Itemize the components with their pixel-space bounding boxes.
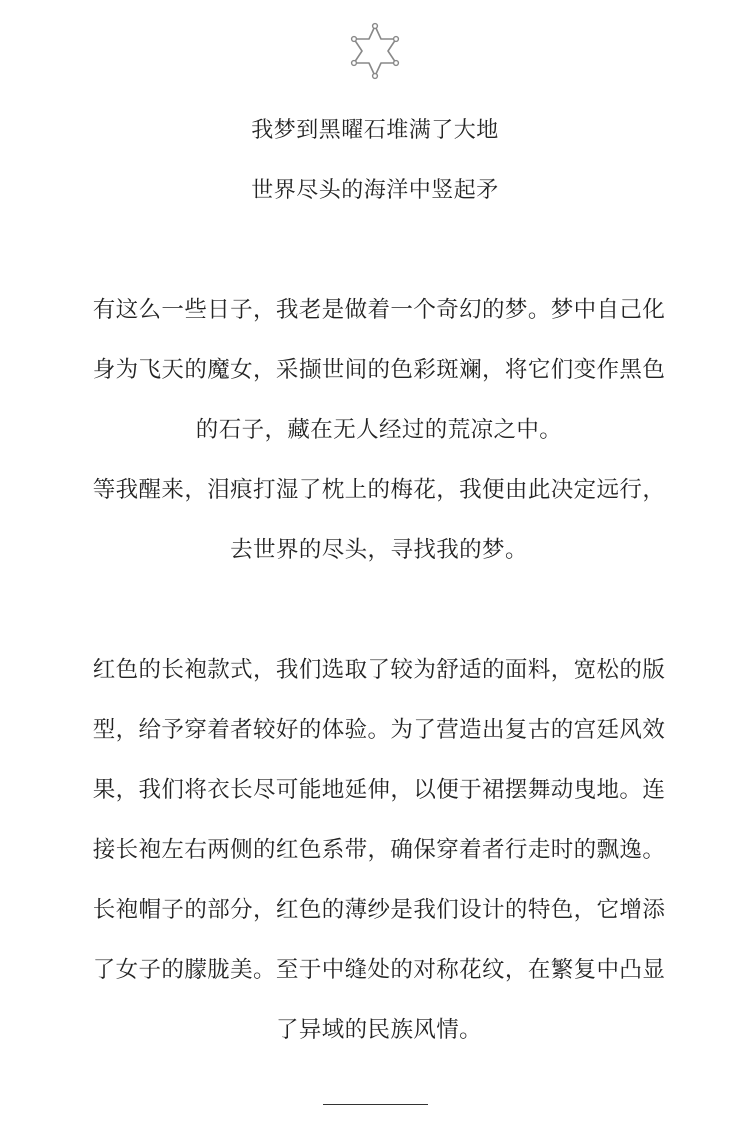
star-ornament bbox=[0, 22, 750, 80]
title-line-2: 世界尽头的海洋中竖起矛 bbox=[251, 178, 499, 203]
bottom-divider bbox=[323, 1104, 428, 1105]
paragraph-dream: 有这么一些日子，我老是做着一个奇幻的梦。梦中自己化身为飞天的魔女，采撷世间的色彩斑斓，将它们变作黑色的石子，藏在无人经过的荒凉之中。 bbox=[92, 297, 666, 443]
six-point-star-icon bbox=[348, 22, 402, 80]
paragraph-awakening: 等我醒来，泪痕打湿了枕上的梅花，我便由此决定远行，去世界的尽头，寻找我的梦。 bbox=[92, 477, 666, 563]
paragraph-robe-design: 红色的长袍款式，我们选取了较为舒适的面料，宽松的版型，给予穿着者较好的体验。为了营造出复古的宫廷风效果，我们将衣长尽可能地延伸，以便于裙摆舞动曳地。连接长袍左右两侧的红色系带，确保穿着者行走时的飘逸。长袍帽子的部分，红色的薄纱是我们设计的特色，它增添了女子的朦胧美。至于中缝处的对称花纹，在繁复中凸显了异域的民族风情。 bbox=[92, 657, 666, 1043]
title-line-1: 我梦到黑曜石堆满了大地 bbox=[251, 118, 499, 143]
